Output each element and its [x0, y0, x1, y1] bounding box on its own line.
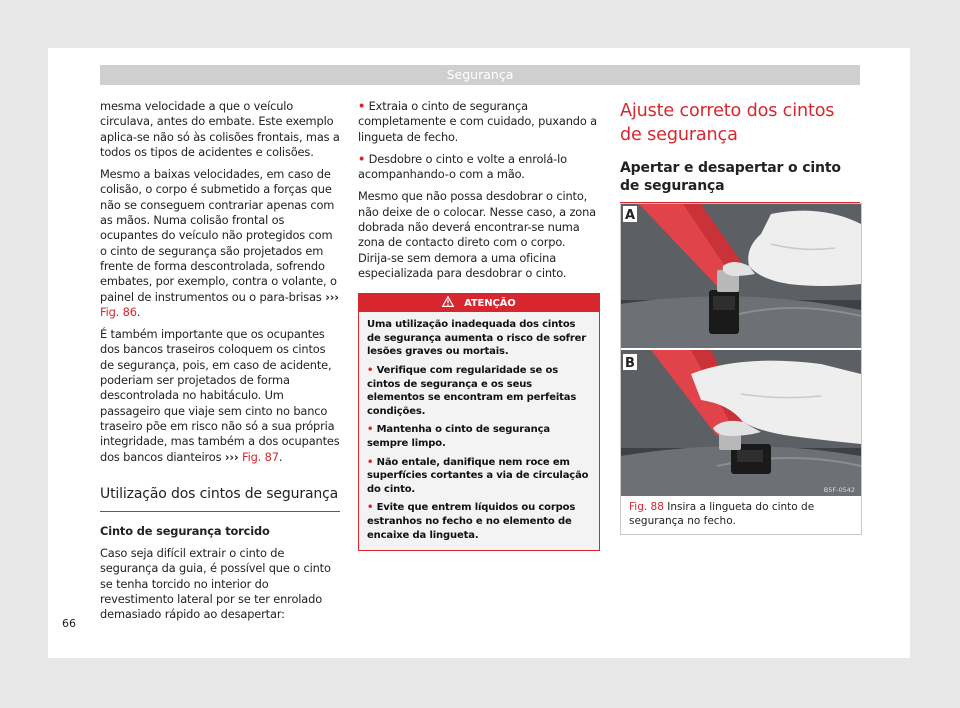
- warning-intro: Uma utilização inadequada dos cintos de segurança aumenta o risco de sofrer lesões graves ou mortais.: [367, 319, 587, 358]
- paragraph: Caso seja difícil extrair o cinto de segurança da guia, é possível que o cinto se tenha torcido no interior do revestimento lateral por se ter enrolado demasiado rápido ao desapertar:: [100, 546, 331, 622]
- paragraph: [100, 327, 340, 465]
- figure-caption: [629, 500, 855, 528]
- bullet-icon: •: [367, 456, 374, 468]
- caption-text: Insira a lingueta do cinto de segurança no fecho.: [629, 501, 815, 527]
- paragraph: [100, 167, 340, 320]
- subsection-title: Apertar e desapertar o cinto de segurança: [620, 159, 860, 203]
- topic-heading: Cinto de segurança torcido: [100, 523, 270, 538]
- bullet-icon: •: [358, 151, 366, 166]
- list-item: [358, 152, 601, 183]
- warning-item-text: Verifique com regularidade se os cintos de segurança e os seus elementos se encontram em perfeitas condições.: [367, 365, 577, 417]
- bullet-icon: •: [367, 502, 374, 514]
- punctuation: .: [278, 449, 283, 464]
- warning-content: [359, 312, 599, 550]
- bullet-icon: •: [367, 424, 374, 436]
- section-header: Segurança: [100, 65, 860, 85]
- column-left: [100, 99, 340, 630]
- bullet-icon: •: [367, 365, 374, 377]
- warning-box: [358, 293, 600, 551]
- page-number: 66: [62, 617, 76, 630]
- warning-item-text: Evite que entrem líquidos ou corpos estranhos no fecho e no elemento de encaixe da lingueta.: [367, 502, 576, 541]
- figure-link-86[interactable]: Fig. 86: [100, 304, 137, 319]
- subsection-heading: Utilização dos cintos de segurança: [100, 485, 340, 512]
- column-right: [620, 99, 860, 203]
- figure-link-87[interactable]: Fig. 87: [242, 449, 279, 464]
- paragraph-text: É também importante que os ocupantes dos bancos traseiros coloquem os cintos de segurança, pois, em caso de acidente, poderiam ser projetados de forma descontrolada no habitáculo. Um passageiro que viaje sem cinto no banco traseiro põe em risco não só a sua própria integridade, mas também a dos ocupantes dos bancos dianteiros: [100, 327, 340, 464]
- warning-triangle-icon: [442, 296, 458, 309]
- section-title: Ajuste correto dos cintos de segurança: [620, 101, 835, 145]
- list-item-text: Extraia o cinto de segurança completamente e com cuidado, puxando a lingueta de fecho.: [358, 99, 597, 144]
- reference-arrows: ›››: [325, 289, 339, 304]
- panel-label-b: B: [625, 356, 635, 371]
- warning-item: [367, 456, 591, 497]
- warning-item: [367, 364, 591, 418]
- warning-header: [359, 294, 599, 312]
- warning-item-text: Mantenha o cinto de segurança sempre limpo.: [367, 424, 550, 450]
- panel-label-a: A: [624, 208, 636, 223]
- warning-item-text: Não entale, danifique nem roce em superfícies cortantes a via de circulação do cinto.: [367, 456, 589, 495]
- warning-title: ATENÇÃO: [464, 298, 516, 310]
- paragraph: mesma velocidade a que o veículo circulava, antes do embate. Este exemplo aplica-se não só às colisões frontais, mas a todos os tipos de acidentes e colisões.: [100, 99, 340, 159]
- paragraph: Mesmo que não possa desdobrar o cinto, não deixe de o colocar. Nesse caso, a zona dobrada não deverá encontrar-se numa zona de contacto direto com o corpo. Dirija-se sem demora a uma oficina especializada para desdobrar o cinto.: [358, 189, 597, 280]
- column-middle: [358, 99, 601, 551]
- figure-number: Fig. 88: [629, 501, 664, 513]
- bullet-icon: •: [358, 99, 366, 113]
- seatbelt-illustration: [621, 204, 861, 496]
- reference-arrows: ›››: [224, 449, 239, 464]
- figure-code: B5F-0542: [823, 486, 855, 494]
- warning-item: [367, 423, 591, 450]
- paragraph-text: Mesmo a baixas velocidades, em caso de colisão, o corpo é submetido a forças que não se conseguem contrariar apenas com as mãos. Numa colisão frontal os ocupantes do veículo não protegidos com o cinto de segurança são projetados em frente de forma descontrolada, sofrendo embates, por exemplo, contra o volante, o painel de instrumentos ou o para-brisas: [100, 167, 337, 304]
- warning-item: [367, 501, 591, 542]
- list-item-text: Desdobre o cinto e volte a enrolá-lo acompanhando-o com a mão.: [358, 151, 567, 182]
- list-item: [358, 99, 601, 145]
- punctuation: .: [136, 304, 141, 319]
- figure-88: [620, 203, 862, 535]
